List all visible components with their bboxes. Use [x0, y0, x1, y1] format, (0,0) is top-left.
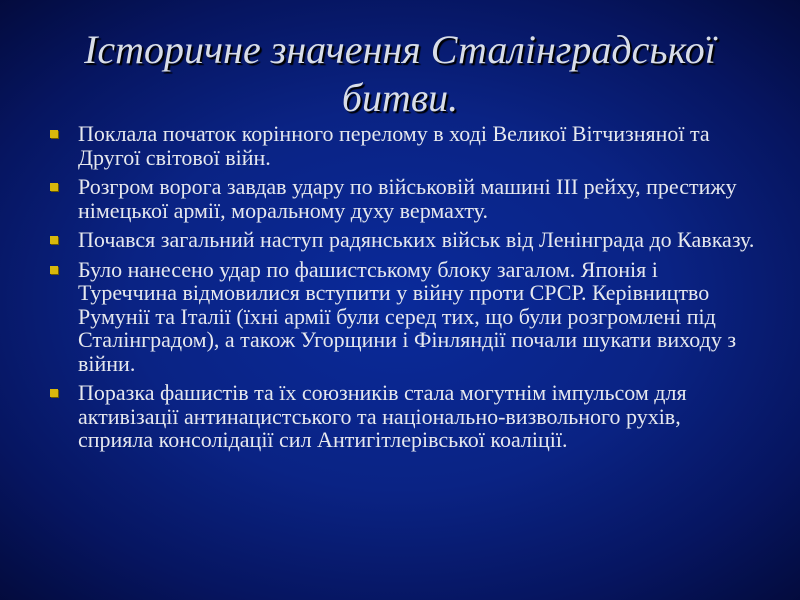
square-bullet-icon: [50, 266, 58, 274]
square-bullet-icon: [50, 183, 58, 191]
bullet-text: Було нанесено удар по фашистському блоку загалом. Японія і Туреччина відмовилися вступити у війну проти СРСР. Керівництво Румунії та Італії (їхні армії були серед тих, що були розгромлені під Сталінградом), а також Угорщини і Фінляндії почали шукати виходу з війни.: [78, 256, 737, 376]
bullet-text: Поклала початок корінного перелому в ході Великої Вітчизняної та Другої світової війн.: [78, 121, 710, 170]
bullet-item: [50, 258, 760, 376]
bullet-item: [50, 175, 760, 222]
bullet-text: Почався загальний наступ радянських військ від Ленінграда до Кавказу.: [78, 227, 755, 252]
bullet-item: [50, 122, 760, 169]
bullet-list: [50, 122, 760, 458]
bullet-item: [50, 381, 760, 452]
square-bullet-icon: [50, 130, 58, 138]
bullet-text: Розгром ворога завдав удару по військовій машині ІІІ рейху, престижу німецької армії, моральному духу вермахту.: [78, 174, 737, 223]
square-bullet-icon: [50, 389, 58, 397]
square-bullet-icon: [50, 236, 58, 244]
bullet-item: [50, 228, 760, 252]
slide-title: Історичне значення Сталінградської битви.: [84, 27, 716, 120]
bullet-text: Поразка фашистів та їх союзників стала могутнім імпульсом для активізації антинацистського та національно-визвольного рухів, сприяла консолідації сил Антигітлерівської коаліції.: [78, 380, 687, 452]
